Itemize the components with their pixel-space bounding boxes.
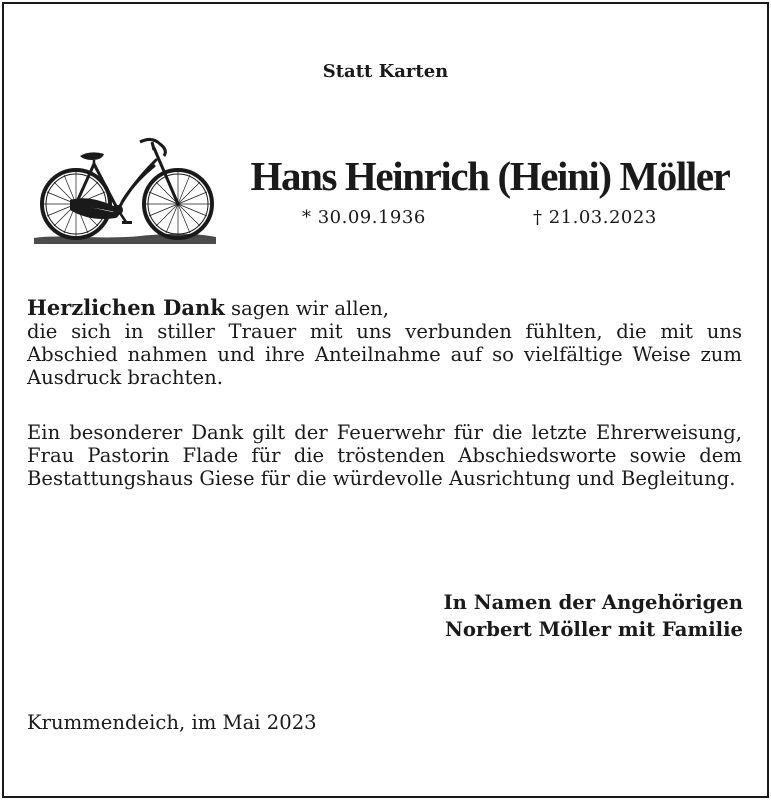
signature-line-1: In Namen der Angehörigen <box>443 591 743 614</box>
bicycle-icon <box>30 130 218 252</box>
birth-date: * 30.09.1936 <box>302 207 426 228</box>
thanks-opening <box>27 296 742 320</box>
signature-line-2: Norbert Möller mit Familie <box>444 618 743 641</box>
signature-block <box>443 589 743 643</box>
thanks-paragraph <box>27 296 742 389</box>
thanks-lead-rest: sagen wir allen, <box>224 297 390 320</box>
death-date: † 21.03.2023 <box>533 207 657 228</box>
thanks-body: die sich in stiller Trauer mit uns verbunden fühlten, die mit uns Abschied nahmen und ihre Anteilnahme auf so vielfältige Weise zum Ausdruck brachten. <box>27 320 742 389</box>
deceased-name: Hans Heinrich (Heini) Möller <box>250 153 730 199</box>
place-date: Krummendeich, im Mai 2023 <box>27 711 317 734</box>
special-thanks-paragraph: Ein besonderer Dank gilt der Feuerwehr für die letzte Ehrerweisung, Frau Pastorin Flade für die tröstenden Abschiedsworte sowie dem Bestattungshaus Giese für die würdevolle Ausrichtung und Begleitung. <box>27 421 742 490</box>
header-note: Statt Karten <box>322 61 449 82</box>
notice-frame <box>2 2 769 798</box>
thanks-lead: Herzlichen Dank <box>27 295 225 320</box>
